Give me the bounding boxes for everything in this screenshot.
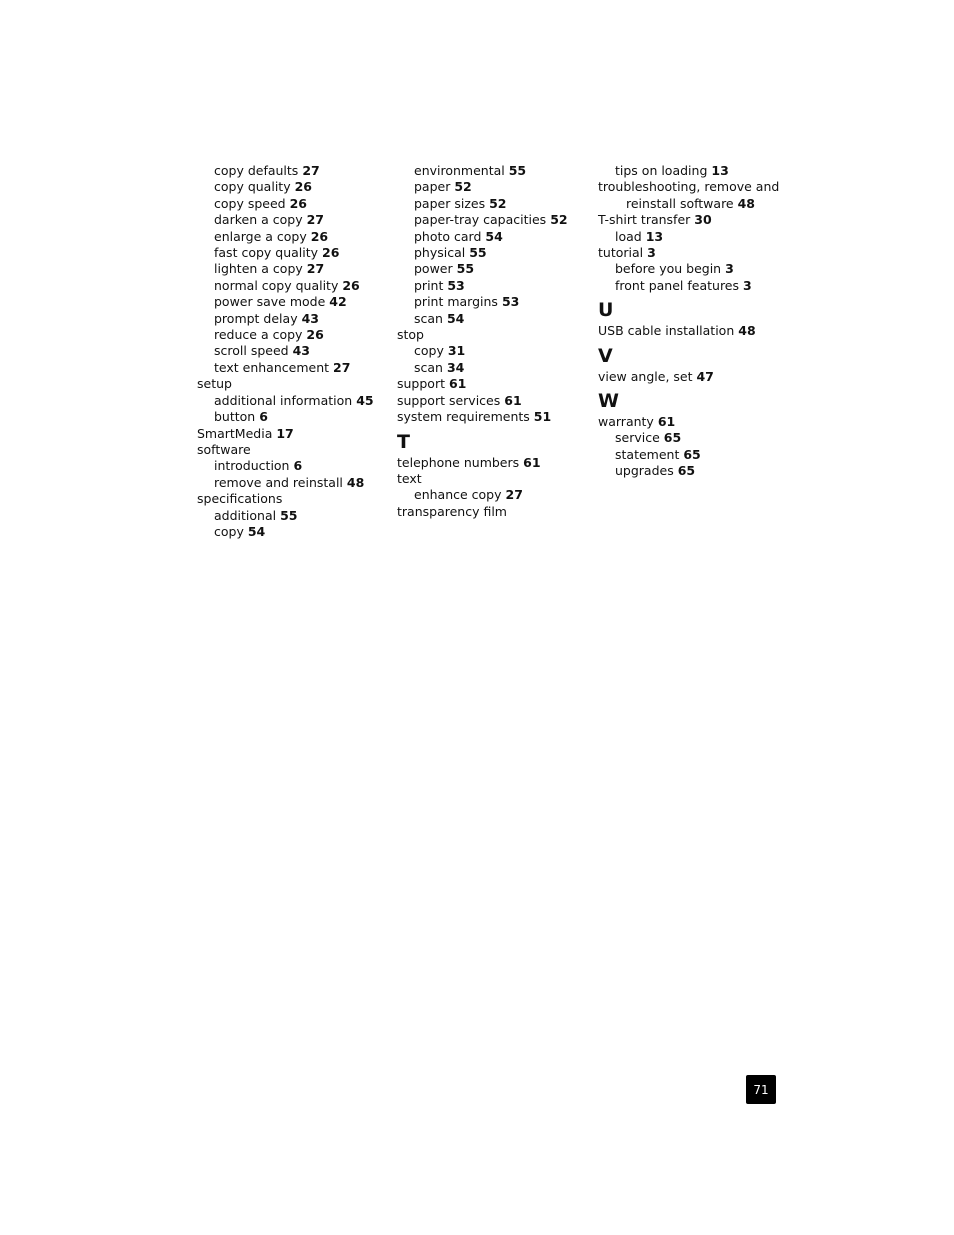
index-term: copy [214,523,244,539]
index-page-ref[interactable]: 17 [276,425,294,441]
index-term: text [397,470,422,486]
index-subentry [197,212,387,228]
index-term: enlarge a copy [214,228,307,244]
index-page-ref[interactable]: 52 [550,212,568,228]
index-term: troubleshooting, remove and [598,179,780,195]
index-subentry [397,311,587,327]
index-subentry [598,229,788,245]
index-term: reinstall software [626,195,734,211]
index-page-ref[interactable]: 54 [485,228,503,244]
index-term: telephone numbers [397,454,520,470]
index-page-ref[interactable]: 65 [663,430,682,446]
index-entry [598,245,788,261]
index-term: power [414,261,453,277]
index-page-ref[interactable]: 61 [504,392,522,408]
index-page-ref[interactable]: 6 [293,458,303,474]
index-page-ref[interactable]: 26 [306,327,324,343]
index-term: setup [197,376,232,392]
index-subentry [598,196,788,212]
index-term: paper-tray capacities [414,212,547,228]
index-subentry [197,261,387,277]
index-term: system requirements [397,409,530,425]
index-term: T-shirt transfer [598,212,691,228]
index-entry [397,327,587,343]
index-page-ref[interactable]: 31 [447,343,466,359]
index-term: statement [615,446,680,462]
index-term: front panel features [615,277,740,293]
index-subentry [598,430,788,446]
index-term: SmartMedia [197,425,273,441]
index-section-letter: U [598,299,614,322]
index-page-ref[interactable]: 26 [322,245,340,261]
index-term: tutorial [598,245,644,261]
index-subentry [197,393,387,409]
index-term: before you begin [615,261,722,277]
index-subentry [598,163,788,179]
index-term: fast copy quality [214,245,319,261]
index-subentry [397,261,587,277]
index-entry [598,414,788,430]
index-term: reduce a copy [214,327,303,343]
index-section-letter: T [397,430,410,453]
index-subentry [197,278,387,294]
index-term: software [197,441,251,457]
index-page-ref[interactable]: 3 [725,261,734,277]
index-subentry [197,327,387,343]
index-term: additional information [214,392,353,408]
index-term: copy defaults [214,163,299,178]
index-page-ref[interactable]: 27 [505,487,523,503]
index-term: power save mode [214,294,326,310]
index-subentry [397,278,587,294]
index-entry [397,471,587,487]
index-term: load [615,228,642,244]
index-term: additional [214,507,277,523]
index-subentry [397,212,587,228]
index-page-ref[interactable]: 48 [738,323,756,339]
index-term: enhance copy [414,487,502,503]
index-page-ref[interactable]: 27 [333,359,351,375]
index-page-ref[interactable]: 43 [292,343,310,359]
index-subentry [197,360,387,376]
index-entry [598,323,788,339]
index-page-ref[interactable]: 51 [533,409,552,425]
index-entry [197,376,387,392]
index-subentry [397,196,587,212]
index-page-ref[interactable]: 26 [294,179,312,195]
index-subentry [197,458,387,474]
index-term: support services [397,392,501,408]
index-page-ref[interactable]: 30 [694,212,712,228]
index-entry [598,179,788,195]
index-term: tips on loading [615,163,708,178]
index-term: darken a copy [214,212,303,228]
index-subentry [397,487,587,503]
index-term: photo card [414,228,482,244]
index-page-ref[interactable]: 65 [677,463,696,479]
index-subentry [598,278,788,294]
index-term: physical [414,245,466,261]
index-subentry [197,508,387,524]
index-subentry [197,229,387,245]
index-page-ref[interactable]: 47 [696,368,714,384]
index-page-ref[interactable]: 61 [448,376,467,392]
index-term: introduction [214,458,290,474]
index-subentry [197,245,387,261]
index-subentry [397,163,587,179]
index-page-ref[interactable]: 34 [446,359,465,375]
index-page-ref[interactable]: 53 [501,294,520,310]
index-entry [397,455,587,471]
index-subentry [397,229,587,245]
index-subentry [397,360,587,376]
index-page-ref[interactable]: 52 [454,179,472,195]
index-subentry [197,409,387,425]
index-term: USB cable installation [598,323,735,339]
index-term: service [615,430,660,446]
index-subentry [197,343,387,359]
index-term: support [397,376,445,392]
index-subentry [197,475,387,491]
index-entry [397,504,587,520]
index-page-ref[interactable]: 55 [508,163,527,178]
index-page-ref[interactable]: 3 [743,277,752,293]
index-subentry [397,294,587,310]
index-page-ref[interactable]: 43 [301,310,319,326]
index-page-ref[interactable]: 55 [469,245,487,261]
index-term: copy [414,343,444,359]
index-page-ref[interactable]: 26 [342,277,360,293]
index-page-ref[interactable]: 26 [310,228,329,244]
index-term: remove and reinstall [214,474,343,490]
index-section-letter: W [598,390,619,413]
index-page-ref[interactable]: 27 [302,163,320,178]
index-page-ref[interactable]: 6 [259,409,268,425]
index-subentry [197,524,387,540]
index-page-ref[interactable]: 53 [447,277,465,293]
index-term: upgrades [615,463,674,479]
index-subentry [197,294,387,310]
index-term: normal copy quality [214,277,339,293]
index-page-ref[interactable]: 45 [356,392,374,408]
index-subentry [197,311,387,327]
index-entry [397,376,587,392]
index-page-ref[interactable]: 48 [346,474,365,490]
index-column-3 [598,163,788,480]
index-term: view angle, set [598,368,693,384]
page-number: 71 [746,1075,776,1104]
index-term: print margins [414,294,498,310]
index-entry [397,409,587,425]
index-subentry [598,447,788,463]
index-term: button [214,409,256,425]
index-term: text enhancement [214,359,330,375]
index-page-ref[interactable]: 27 [306,261,325,277]
index-page-ref[interactable]: 55 [280,507,298,523]
index-entry [598,369,788,385]
index-term: lighten a copy [214,261,303,277]
index-entry [598,212,788,228]
index-term: specifications [197,491,283,507]
index-subentry [197,163,387,179]
index-column-1 [197,163,387,540]
index-page-ref[interactable]: 13 [645,228,664,244]
index-page-ref[interactable]: 55 [456,261,475,277]
index-page-ref[interactable]: 42 [329,294,347,310]
index-term: copy quality [214,179,291,195]
index-term: paper sizes [414,195,486,211]
index-subentry [598,463,788,479]
index-page-ref[interactable]: 61 [523,454,541,470]
index-page-ref[interactable]: 54 [247,523,266,539]
index-page-ref[interactable]: 54 [446,310,465,326]
index-page-ref[interactable]: 27 [306,212,324,228]
index-term: prompt delay [214,310,298,326]
index-subentry [598,261,788,277]
index-entry [197,426,387,442]
index-subentry [397,245,587,261]
index-term: transparency film [397,503,507,519]
index-entry [197,442,387,458]
index-subentry [197,179,387,195]
index-page-ref[interactable]: 48 [737,195,756,211]
index-term: scan [414,310,443,326]
index-page-ref[interactable]: 61 [657,414,676,430]
index-subentry [397,179,587,195]
index-term: print [414,277,444,293]
index-page-ref[interactable]: 13 [711,163,729,178]
index-term: copy speed [214,195,286,211]
index-section-letter: V [598,344,613,367]
index-term: paper [414,179,451,195]
index-term: environmental [414,163,505,178]
index-page-ref[interactable]: 65 [683,446,701,462]
index-page-ref[interactable]: 26 [289,195,307,211]
index-term: scroll speed [214,343,289,359]
index-column-2 [397,163,587,520]
index-term: scan [414,359,443,375]
index-entry [197,491,387,507]
index-page-ref[interactable]: 3 [647,245,656,261]
index-subentry [197,196,387,212]
index-page-ref[interactable]: 52 [489,195,507,211]
index-subentry [397,343,587,359]
index-entry [397,393,587,409]
index-term: stop [397,327,424,343]
index-term: warranty [598,414,654,430]
